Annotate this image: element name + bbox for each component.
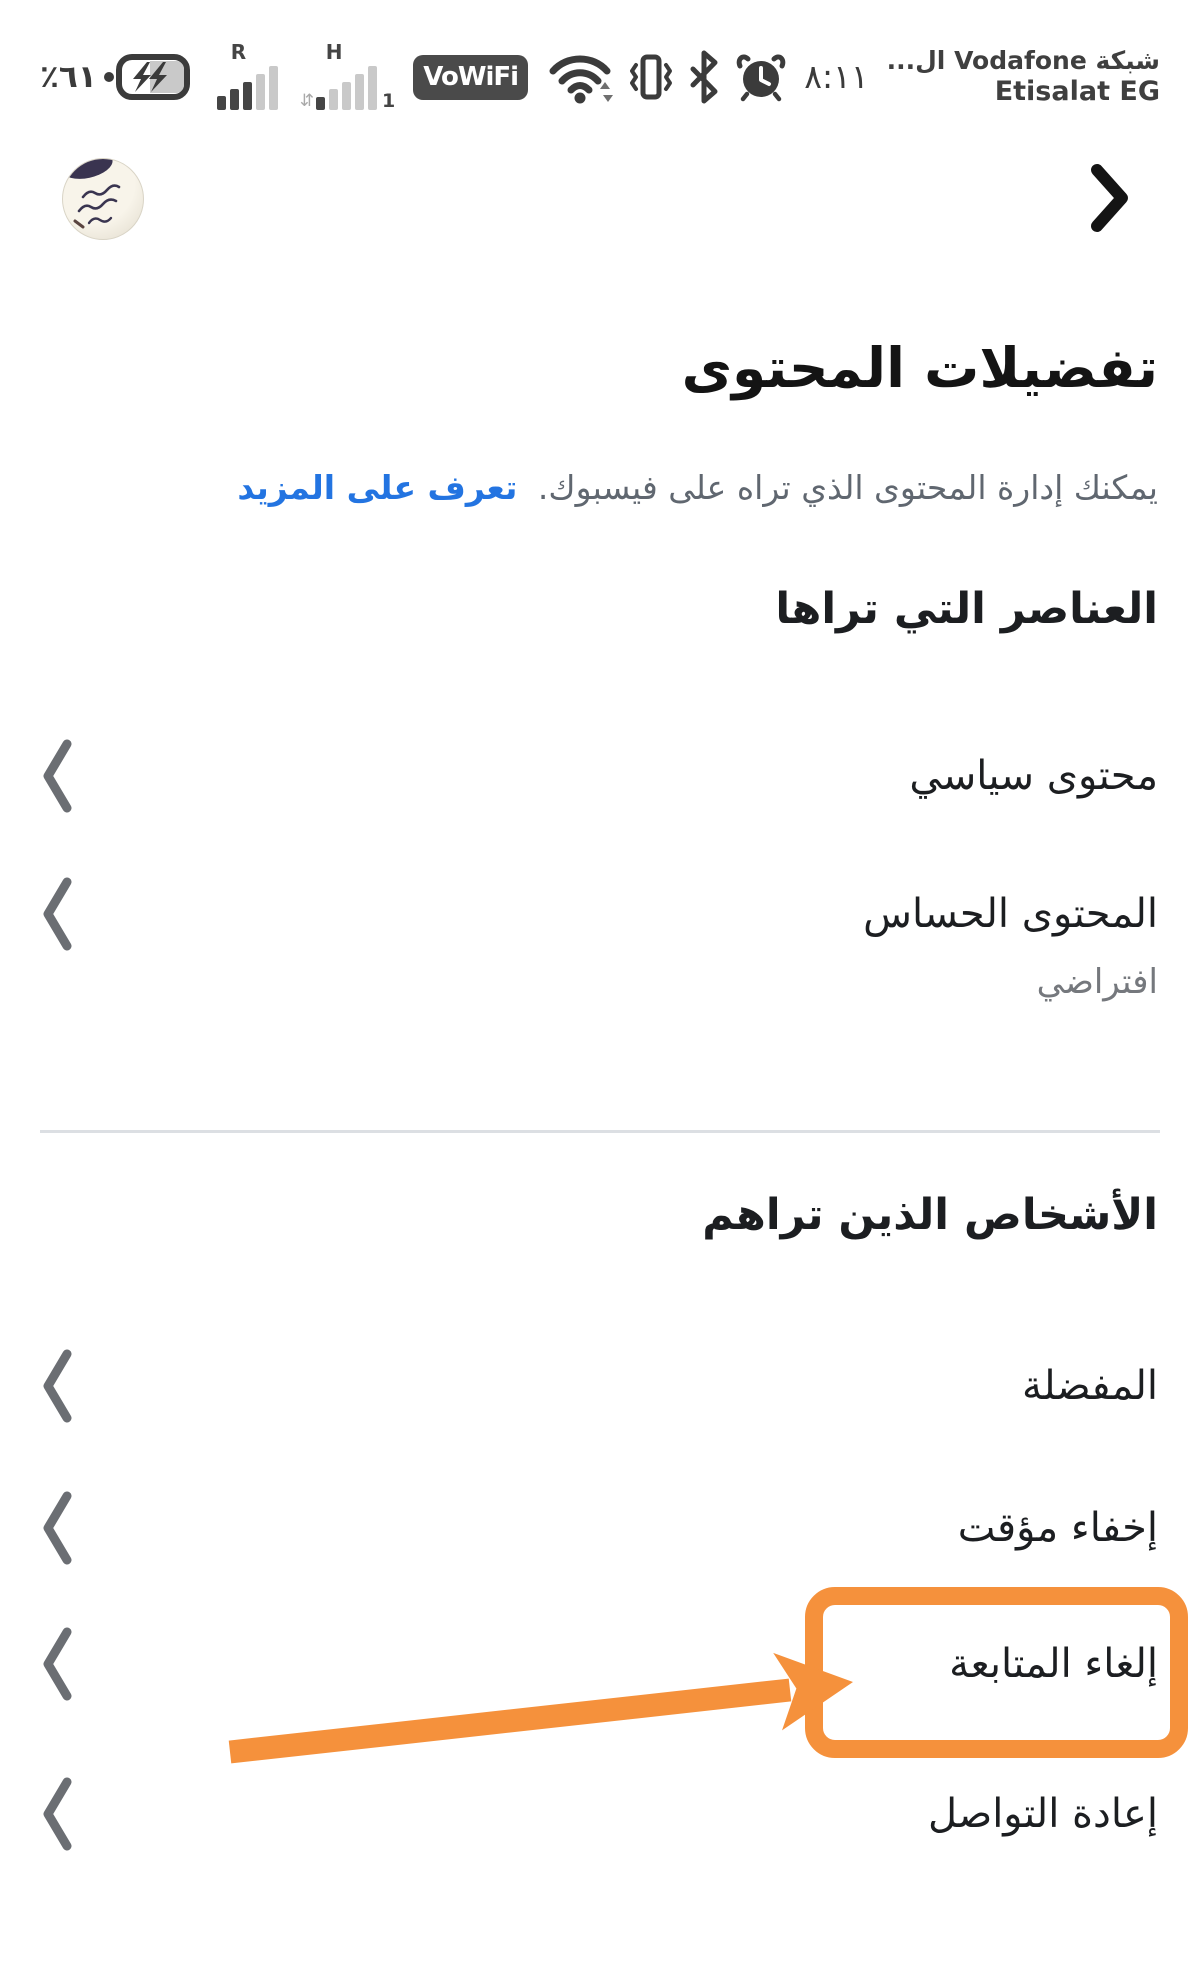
status-left-cluster: [40, 40, 616, 112]
learn-more-link[interactable]: تعرف على المزيد: [237, 468, 518, 507]
row-sensitive-content[interactable]: [40, 868, 1158, 960]
wifi-icon: [548, 49, 616, 105]
sim1-network-badge: R: [230, 40, 247, 64]
row-label: إعادة التواصل: [927, 1791, 1158, 1837]
section-heading-items-you-see: العناصر التي تراها: [775, 584, 1158, 634]
row-label: المحتوى الحساس: [863, 891, 1158, 937]
chevron-right-icon: [1088, 163, 1132, 233]
row-label: المفضلة: [1021, 1363, 1158, 1409]
carrier-line1: شبكة Vodafone ال...: [886, 46, 1160, 76]
vibrate-icon: [628, 50, 674, 104]
battery-percent: ٦١٪: [40, 59, 97, 95]
sim2-network-badge: H: [325, 40, 343, 64]
carrier-text: [887, 46, 1160, 107]
row-label: محتوى سياسي: [909, 753, 1158, 799]
chevron-left-icon: [40, 1776, 74, 1852]
chevron-left-icon: [40, 876, 74, 952]
signal-sim1-icon: [217, 40, 278, 110]
page-title: تفضيلات المحتوى: [681, 336, 1158, 400]
status-bar: [0, 34, 1198, 120]
row-political-content[interactable]: [40, 730, 1158, 822]
chevron-left-icon: [40, 1626, 74, 1702]
section-heading-people-you-see: الأشخاص الذين تراهم: [702, 1190, 1158, 1240]
row-reconnect[interactable]: [40, 1768, 1158, 1860]
row-snooze[interactable]: [40, 1482, 1158, 1574]
signal-sim2-icon: [299, 40, 396, 112]
row-label: إلغاء المتابعة: [949, 1641, 1158, 1687]
status-right-cluster: [628, 46, 1160, 107]
alarm-icon: [736, 51, 786, 103]
profile-avatar: [62, 158, 144, 240]
clock-time: ٨:١١: [804, 57, 869, 97]
row-label: إخفاء مؤقت: [957, 1505, 1158, 1551]
section-divider: [40, 1130, 1160, 1133]
chevron-left-icon: [40, 1490, 74, 1566]
sim2-index: 1: [382, 90, 396, 112]
sensitive-content-value: افتراضي: [1036, 962, 1158, 1002]
row-favorites[interactable]: [40, 1340, 1158, 1432]
row-unfollow[interactable]: [40, 1618, 1158, 1710]
carrier-line2: Etisalat EG: [994, 75, 1160, 107]
bluetooth-icon: [688, 50, 720, 104]
data-updown-icon: ⇵: [299, 91, 315, 111]
chevron-left-icon: [40, 738, 74, 814]
description-text: يمكنك إدارة المحتوى الذي تراه على فيسبوك.: [537, 468, 1158, 507]
battery-icon: [103, 52, 191, 102]
page-description: [60, 464, 1158, 512]
chevron-left-icon: [40, 1348, 74, 1424]
vowifi-badge: VoWiFi: [413, 55, 528, 100]
back-button[interactable]: [1086, 160, 1134, 236]
